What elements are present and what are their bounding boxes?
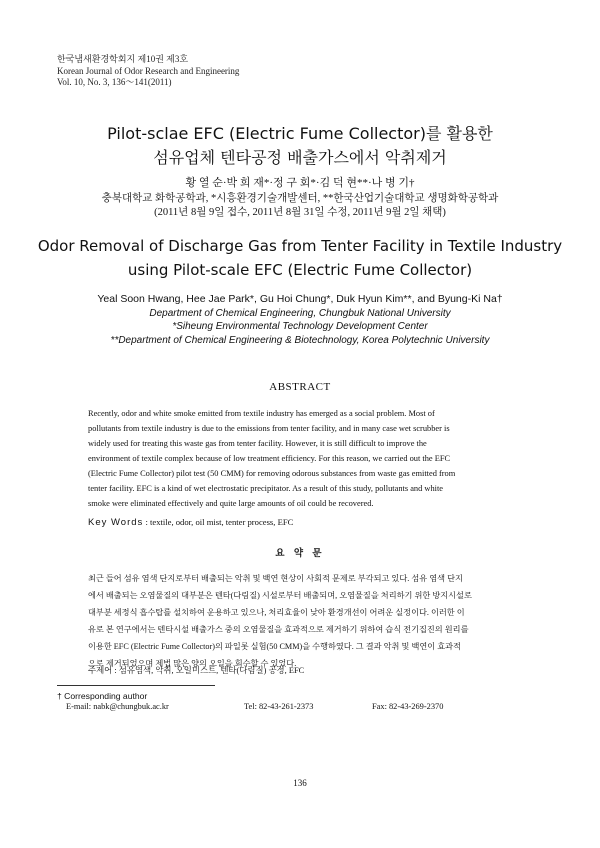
english-affiliation-1: Department of Chemical Engineering, Chungbuk National University xyxy=(149,308,451,319)
abstract-line: environment of textile complex because of low treatment efficiency. For this reason, we carried out the EFC xyxy=(88,454,451,463)
corresponding-author xyxy=(57,690,147,702)
korean-affiliations: 충북대학교 화학공학과, *시흥환경기술개발센터, **한국산업기술대학교 생명화학공학과 xyxy=(101,193,499,204)
korean-abstract-line: 최근 들어 섬유 염색 단지로부터 배출되는 악취 및 백연 현상이 사회적 문제로 부각되고 있다. 섬유 염색 단지 xyxy=(88,574,463,583)
english-keywords xyxy=(88,517,293,528)
abstract-line: pollutants from textile industry is due to the emissions from tenter facility, and in many case wet scrubber is xyxy=(88,424,450,433)
abstract-line: widely used for treating this waste gas from tenter facility. However, it is still difficult to improve the xyxy=(88,439,427,448)
submission-dates: (2011년 8월 9일 접수, 2011년 8월 31일 수정, 2011년 9월 2일 채택) xyxy=(154,207,446,218)
english-title xyxy=(0,234,600,282)
korean-abstract-line: 에서 배출되는 오염물질의 대부분은 텐타(다림질) 시설로부터 배출되며, 오염물질을 처리하기 위한 방지시설로 xyxy=(88,591,472,600)
korean-abstract-line: 유로 본 연구에서는 텐타시설 배출가스 중의 오염물질을 효과적으로 제거하기 위하여 습식 전기집진의 원리를 xyxy=(88,625,469,634)
page-number: 136 xyxy=(293,778,307,788)
abstract-heading: ABSTRACT xyxy=(269,381,331,393)
email: E-mail: nabk@chungbuk.ac.kr xyxy=(66,702,169,711)
english-affiliation-2: *Siheung Environmental Technology Development Center xyxy=(172,321,428,332)
korean-abstract-line: 이용한 EFC (Electric Fume Collector)의 파일롯 실험(50 CMM)을 수행하였다. 그 결과 악취 및 백연이 효과적 xyxy=(88,642,461,651)
korean-abstract-body xyxy=(88,570,512,672)
korean-abstract-line: 대부분 세정식 흡수탑를 설치하여 운용하고 있으나, 처리효율이 낮아 환경개선이 어려운 실정이다. 이러한 이 xyxy=(88,608,465,617)
keywords-list: : textile, odor, oil mist, tenter process, EFC xyxy=(145,517,294,527)
korean-title-line-2: 섬유업체 텐타공정 배출가스에서 악취제거 xyxy=(153,148,447,167)
korean-abstract-line: 으로 제거되었으며 제법 많은 양의 오일을 회수할 수 있었다. xyxy=(88,659,297,668)
telephone: Tel: 82-43-261-2373 xyxy=(244,702,314,711)
english-affiliation-3: **Department of Chemical Engineering & Biotechnology, Korea Polytechnic University xyxy=(110,335,490,346)
journal-name-english: Korean Journal of Odor Research and Engineering xyxy=(57,65,240,76)
abstract-line: smoke were eliminated effectively and quite large amounts of oil could be recovered. xyxy=(88,499,374,508)
korean-keywords: 주제어 : 섬유염색, 악취, 오일미스트, 텐타(다림질) 공정, EFC xyxy=(88,666,305,675)
korean-authors: 황 열 순·박 희 재*·정 구 회*·김 덕 현**·나 병 기† xyxy=(185,177,415,189)
korean-title xyxy=(0,122,600,170)
abstract-body xyxy=(88,406,512,511)
abstract-line: tenter facility. EFC is a kind of wet electrostatic precipitator. As a result of this study, pollutants and white xyxy=(88,484,444,493)
korean-title-line-1: Pilot-sclae EFC (Electric Fume Collector)를 활용한 xyxy=(107,124,493,143)
footnote-divider xyxy=(57,685,215,686)
english-title-line-1: Odor Removal of Discharge Gas from Tenter Facility in Textile Industry xyxy=(37,237,563,255)
corresponding-author-label: † Corresponding author xyxy=(57,691,148,701)
fax: Fax: 82-43-269-2370 xyxy=(372,702,444,711)
journal-header xyxy=(57,54,239,89)
abstract-line: (Electric Fume Collector) pilot test (50 CMM) for removing odorous substances from waste gas emitted from xyxy=(88,469,456,478)
korean-abstract-heading: 요 약 문 xyxy=(275,548,325,559)
english-title-line-2: using Pilot-scale EFC (Electric Fume Collector) xyxy=(127,261,473,279)
keywords-label: Key Words xyxy=(88,517,144,528)
journal-volume: Vol. 10, No. 3, 136～141(2011) xyxy=(57,77,172,87)
abstract-line: Recently, odor and white smoke emitted from textile industry has emerged as a social problem. Most of xyxy=(88,409,435,418)
journal-name-korean: 한국냄새환경학회지 제10권 제3호 xyxy=(57,54,189,64)
english-authors: Yeal Soon Hwang, Hee Jae Park*, Gu Hoi Chung*, Duk Hyun Kim**, and Byung-Ki Na† xyxy=(97,293,503,305)
